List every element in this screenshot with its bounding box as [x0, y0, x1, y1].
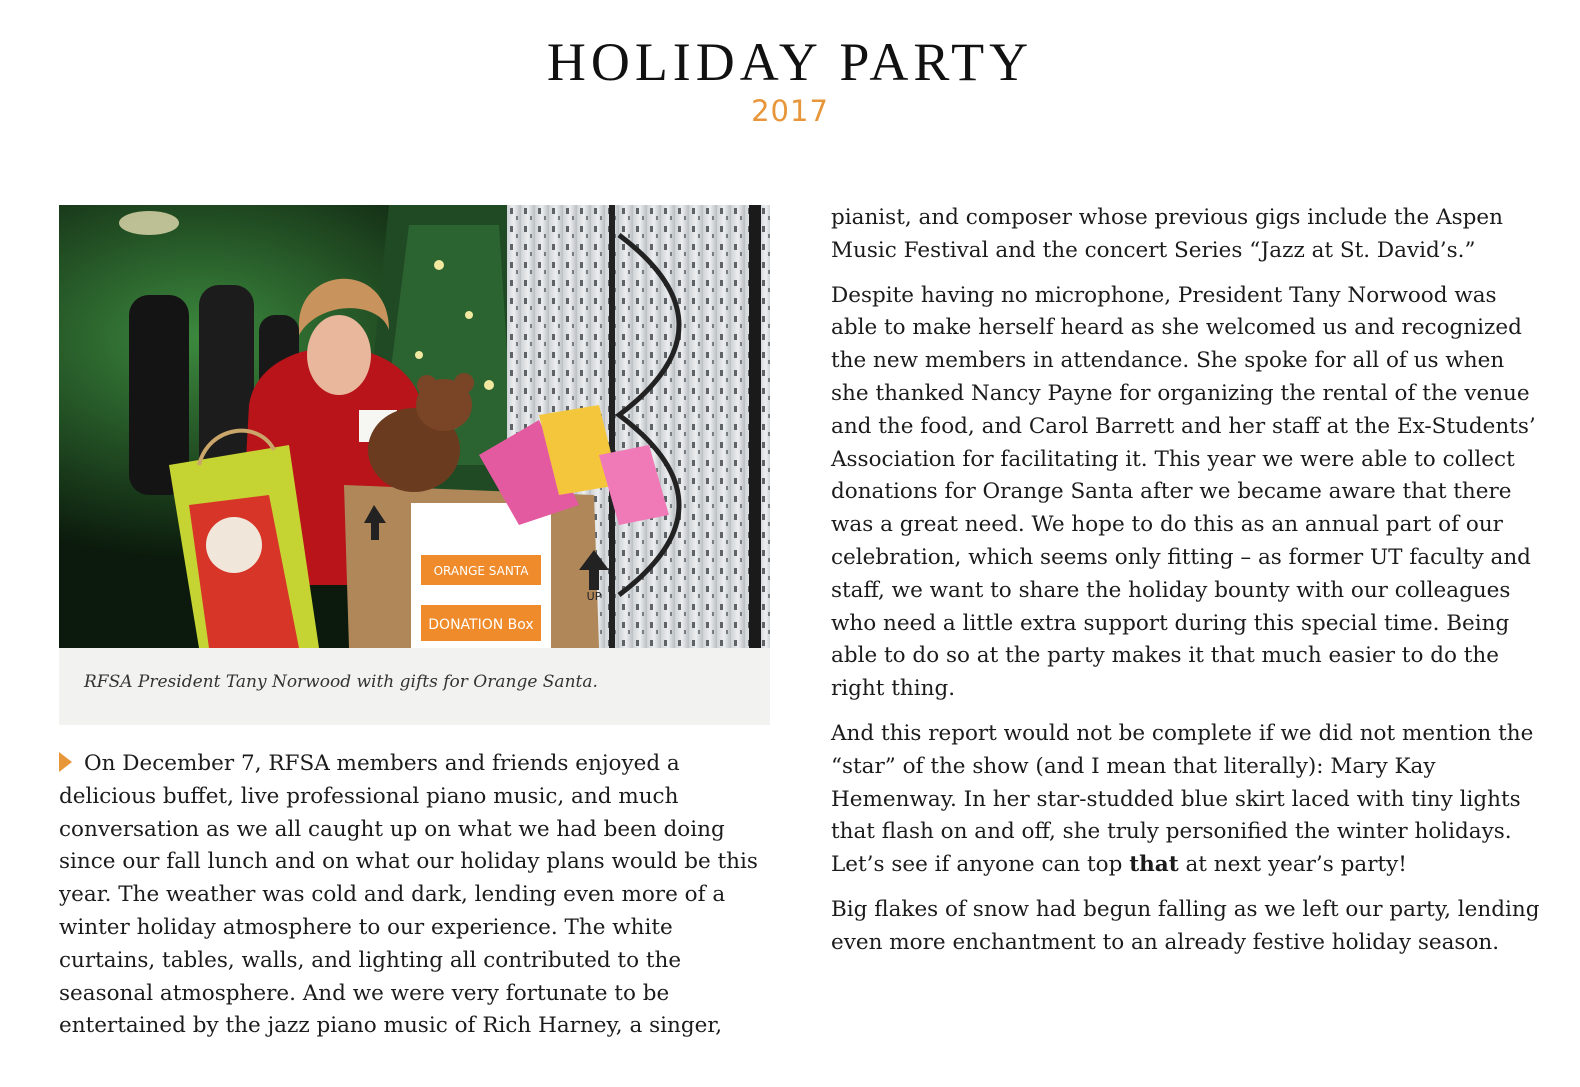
article-column-left	[59, 748, 759, 1055]
article-column-right	[831, 202, 1543, 972]
paragraph-text: And this report would not be complete if we did not mention the “star” of the show (and I mean that literally): Mary Kay Hemenway. In her star-studded blue skirt laced with tiny lights that flash on and off, she truly personified the winter holidays. Let’s see if anyone can top	[831, 720, 1534, 878]
page-header	[0, 30, 1580, 128]
article-paragraph: Despite having no microphone, President Tany Norwood was able to make herself heard as she welcomed us and recognized the new members in attendance. She spoke for all of us when she thanked Nancy Payne for organizing the rental of the venue and the food, and Carol Barrett and her staff at the Ex-Students’ Association for facilitating it. This year we were able to collect donations for Orange Santa after we became aware that there was a great need. We hope to do this as an annual part of our celebration, which seems only fitting – as former UT faculty and staff, we want to share the holiday bounty with our colleagues who need a little extra support during this special time. Being able to do so at the party makes it that much easier to do the right thing.	[831, 282, 1536, 702]
page-year: 2017	[751, 94, 829, 128]
emphasized-word: that	[1129, 852, 1179, 878]
paragraph-text: at next year’s party!	[1178, 852, 1407, 878]
article-paragraph: pianist, and composer whose previous gigs include the Aspen Music Festival and the concert Series “Jazz at St. David’s.”	[831, 205, 1503, 263]
article-paragraph	[59, 748, 759, 1043]
photo-figure	[59, 205, 770, 725]
triangle-marker-icon	[59, 752, 72, 772]
event-photo-illustration	[59, 205, 770, 648]
photo-caption: RFSA President Tany Norwood with gifts for Orange Santa.	[84, 672, 598, 692]
box-label-bottom: DONATION Box	[428, 617, 534, 633]
event-photo	[59, 205, 770, 648]
box-label-top: ORANGE SANTA	[433, 564, 529, 578]
box-arrow-label: UP	[586, 590, 602, 603]
lead-paragraph-text: On December 7, RFSA members and friends enjoyed a delicious buffet, live professional piano music, and much conversation as we all caught up on what we had been doing since our fall lunch and on what our holiday plans would be this year. The weather was cold and dark, lending even more of a winter holiday atmosphere to our experience. The white curtains, tables, walls, and lighting all contributed to the seasonal atmosphere. And we were very fortunate to be entertained by the jazz piano music of Rich Harney, a singer,	[59, 751, 758, 1039]
page-title: HOLIDAY PARTY	[546, 32, 1034, 92]
article-paragraph	[831, 718, 1543, 882]
article-paragraph: Big flakes of snow had begun falling as we left our party, lending even more enchantment to an already festive holiday season.	[831, 896, 1540, 955]
